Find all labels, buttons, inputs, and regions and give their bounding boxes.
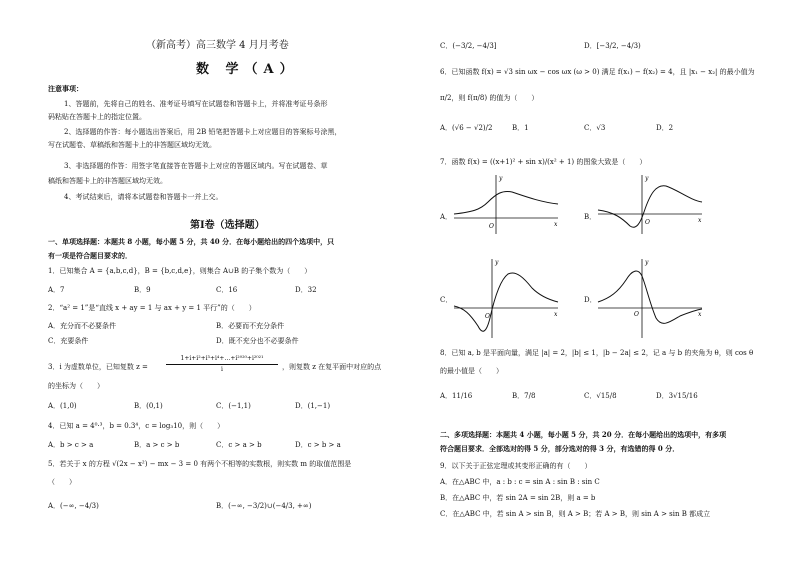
notice-line: 3、非选择题的作答：用签字笔直接答在答题卡上对应的答题区域内。写在试题卷、草 xyxy=(64,162,328,170)
notice-line: 4、考试结束后，请将本试题卷和答题卡一并上交。 xyxy=(64,193,223,201)
q3-option-d: D．(1,−1) xyxy=(295,402,331,410)
q8-option-c: C．√15/8 xyxy=(584,392,617,400)
exam-title: （新高考）高三数学 4 月月考卷 xyxy=(146,40,289,51)
q4-option-a: A．b > c > a xyxy=(48,441,94,449)
q2-option-c: C．充要条件 xyxy=(48,337,89,345)
q3-option-a: A．(1,0) xyxy=(48,402,77,410)
q7-option-c: C． xyxy=(440,296,453,304)
notice-line: 2、选择题的作答：每小题选出答案后，用 2B 铅笔把答题卡上对应题目的答案标号涂黑， xyxy=(64,128,342,136)
subject-title: 数 学（A） xyxy=(196,62,299,77)
q3-stem-cont: ，则复数 z 在复平面中对应的点 xyxy=(282,363,382,371)
q5-option-b: B．(−∞, −3/2)∪(−4/3, +∞) xyxy=(216,502,312,510)
q9-option-b: B．在△ABC 中，若 sin 2A = sin 2B，则 a = b xyxy=(440,494,596,502)
q1-option-c: C．16 xyxy=(216,286,238,294)
origin-label: O xyxy=(634,311,639,318)
q3-fraction-denominator: i xyxy=(221,366,223,373)
q8-stem: 8．已知 a, b 是平面向量，满足 |a| = 2，|b| ≤ 1，|b − 2a| ≤ 2，记 a 与 b 的夹角为 θ，则 cos θ xyxy=(440,349,754,357)
x-axis-label: x xyxy=(698,217,702,224)
q7-graph-b xyxy=(596,172,706,238)
q1-option-a: A．7 xyxy=(48,286,65,294)
q7-option-b: B． xyxy=(584,213,597,221)
q5-stem: 5．若关于 x 的方程 √(2x − x²) − mx − 3 = 0 有两个不相等的实数根，则实数 m 的取值范围是 xyxy=(48,460,352,468)
q8-option-b: B．7/8 xyxy=(512,392,536,400)
y-axis-label: y xyxy=(645,259,649,266)
q3-option-b: B．(0,1) xyxy=(134,402,163,410)
notice-heading: 注意事项： xyxy=(48,84,83,93)
q7-graph-d xyxy=(596,256,706,340)
q5-paren: （ ） xyxy=(48,478,76,486)
section1-heading-cont: 有一项是符合题目要求的． xyxy=(48,251,132,260)
notice-line: 1、答题前，先将自己的姓名、准考证号填写在试题卷和答题卡上，并将准考证号条形 xyxy=(64,100,328,108)
origin-label: O xyxy=(645,219,650,226)
q4-option-c: C．c > a > b xyxy=(216,441,262,449)
section1-heading: 一、单项选择题：本题共 8 小题，每小题 5 分，共 40 分．在每小题给出的四个选项中，只 xyxy=(48,237,335,246)
y-axis-label: y xyxy=(495,259,499,266)
q6-stem-cont: π/2，则 f(π/8) 的值为（ ） xyxy=(440,94,539,102)
q6-stem: 6．已知函数 f(x) = √3 sin ωx − cos ωx (ω > 0) 满足 f(x₁) − f(x₂) = 4，且 |x₁ − x₂| 的最小值为 xyxy=(440,68,755,76)
function-curve xyxy=(454,273,558,331)
q1-option-d: D．32 xyxy=(295,286,317,294)
q7-graph-c xyxy=(452,256,562,340)
x-axis-label: x xyxy=(554,311,558,318)
q3-fraction xyxy=(164,355,280,374)
q8-option-d: D．3√15/16 xyxy=(656,392,698,400)
x-axis-label: x xyxy=(698,311,702,318)
function-curve xyxy=(598,186,702,227)
q4-option-b: B．a > c > b xyxy=(134,441,180,449)
q5-option-a: A．(−∞, −4/3) xyxy=(48,502,99,510)
origin-label: O xyxy=(489,223,494,230)
notice-line: 码粘贴在答题卡上的指定位置。 xyxy=(48,113,146,121)
q6-option-a: A．(√6 − √2)/2 xyxy=(440,124,493,132)
q1-option-b: B．9 xyxy=(134,286,151,294)
q8-option-a: A．11/16 xyxy=(440,392,473,400)
q2-option-b: B．必要而不充分条件 xyxy=(216,322,285,330)
q7-graph-a xyxy=(452,172,562,238)
q9-option-c: C．在△ABC 中，若 sin A > sin B，则 A > B；若 A > B，则 sin A > sin B 都成立 xyxy=(440,510,711,518)
q2-option-a: A．充分而不必要条件 xyxy=(48,322,117,330)
q6-option-b: B．1 xyxy=(512,124,529,132)
q1-stem: 1．已知集合 A = {a,b,c,d}，B = {b,c,d,e}，则集合 A∪B 的子集个数为（ ） xyxy=(48,267,312,275)
q9-stem: 9．以下关于正弦定理或其变形正确的有（ ） xyxy=(440,462,592,470)
notice-line: 稿纸和答题卡上的非答题区域均无效。 xyxy=(48,177,167,185)
part1-title: 第Ⅰ卷（选择题） xyxy=(190,220,265,231)
q7-option-d: D． xyxy=(584,296,597,304)
q9-option-a: A．在△ABC 中，a : b : c = sin A : sin B : sin C xyxy=(440,478,600,486)
q3-stem-end: 的坐标为（ ） xyxy=(48,382,104,390)
q8-stem-cont: 的最小值是（ ） xyxy=(440,367,503,375)
q7-stem: 7．函数 f(x) = ((x+1)² + sin x)/(x² + 1) 的图象大致是（ ） xyxy=(440,158,647,166)
notice-line: 写在试题卷、草稿纸和答题卡上的非答题区域均无效。 xyxy=(48,141,216,149)
q3-stem: 3．i 为虚数单位，已知复数 z = xyxy=(48,363,148,371)
q6-option-c: C．√3 xyxy=(584,124,606,132)
q4-stem: 4．已知 a = 4⁰·³，b = 0.3⁴，c = log₃10，则（ ） xyxy=(48,422,225,430)
q2-option-d: D．既不充分也不必要条件 xyxy=(216,337,299,345)
q5-option-c: C．(−3/2, −4/3] xyxy=(440,42,497,50)
x-axis-label: x xyxy=(554,221,558,228)
q3-option-c: C．(−1,1) xyxy=(216,402,251,410)
q2-stem: 2．“a² = 1”是“直线 x + ay = 1 与 ax + y = 1 平行”的（ ） xyxy=(48,304,256,312)
q6-option-d: D．2 xyxy=(656,124,674,132)
function-curve xyxy=(454,191,558,214)
section2-heading: 二、多项选择题：本题共 4 小题，每小题 5 分，共 20 分．在每小题给出的选项中，有多项 xyxy=(440,430,727,439)
y-axis-label: y xyxy=(499,175,503,182)
section2-heading-cont: 符合题目要求．全部选对的得 5 分，部分选对的得 3 分，有选错的得 0 分． xyxy=(440,444,680,453)
q4-option-d: D．c > b > a xyxy=(295,441,341,449)
function-curve xyxy=(598,271,702,323)
y-axis-label: y xyxy=(645,175,649,182)
origin-label: O xyxy=(485,313,490,320)
q7-option-a: A． xyxy=(440,213,453,221)
q5-option-d: D．[−3/2, −4/3) xyxy=(584,42,641,50)
fraction-bar xyxy=(166,364,278,365)
q3-fraction-numerator: 1+i+i²+i³+i⁴+…+i²⁰²⁰+i²⁰²¹ xyxy=(180,355,264,362)
